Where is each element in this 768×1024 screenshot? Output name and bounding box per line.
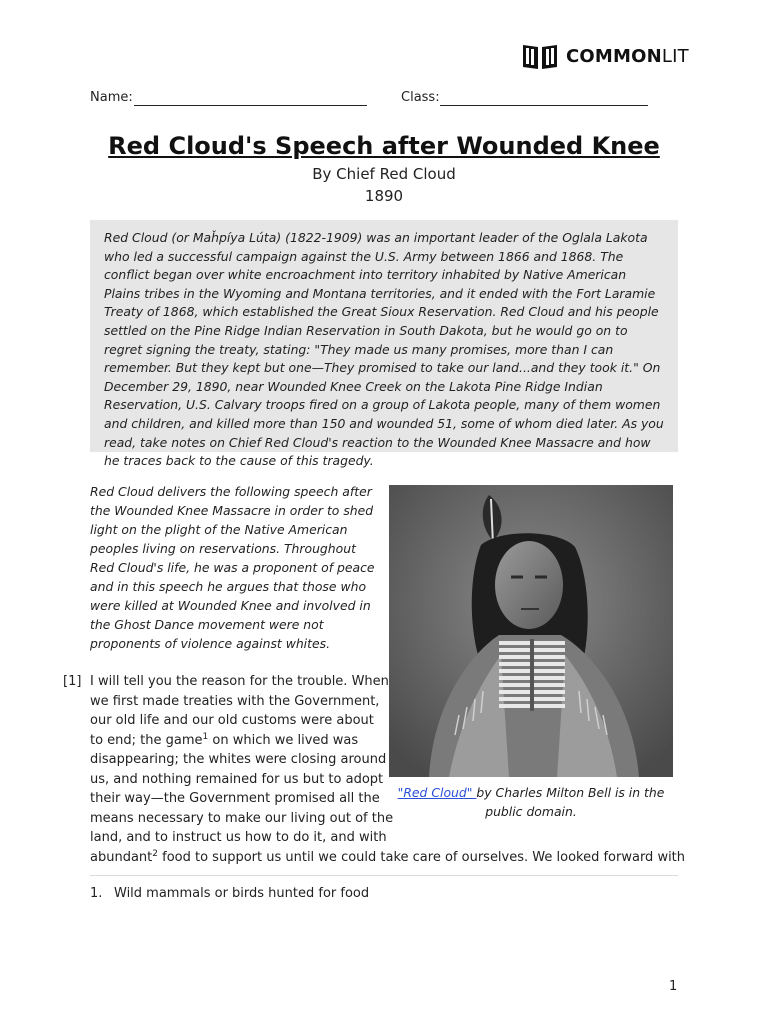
- footnote-marker: 1: [202, 731, 209, 742]
- footnote-marker: 2: [152, 848, 158, 859]
- author-byline: By Chief Red Cloud: [312, 165, 456, 183]
- speech-preface: Red Cloud delivers the following speech after the Wounded Knee Massacre in order to shed light on the plight of the Native American peoples living on reservations. Throughout Red Cloud's life, he was a proponent of peace and in this speech he argues that those who were killed at Wounded Knee and involved in the Ghost Dance movement were not proponents of violence against whites.: [90, 484, 375, 651]
- para-line: abundant$^2$ food to support us until we could take care of ourselves. We looked forward with: [90, 848, 686, 865]
- footnote: [90, 886, 369, 901]
- para-line: their way—the Government promised all the: [90, 791, 380, 806]
- caption-text: by Charles Milton Bell is in the public domain.: [476, 785, 665, 819]
- class-field[interactable]: [440, 105, 648, 106]
- class-label: Class:: [401, 90, 440, 105]
- para-line: to end; the game$^1$ on which we lived was: [90, 731, 359, 748]
- paragraph-number: [1]: [63, 674, 82, 689]
- para-line: we first made treaties with the Government,: [90, 693, 380, 709]
- intro-box: [90, 220, 678, 469]
- page-number: 1: [669, 979, 678, 994]
- speech-paragraph-1: [90, 672, 686, 867]
- name-label: Name:: [90, 90, 133, 105]
- para-line: means necessary to make our living out of the: [90, 810, 394, 826]
- page-title: Red Cloud's Speech after Wounded Knee: [108, 132, 660, 160]
- intro-text: Red Cloud (or Maȟpíya Lúta) (1822-1909) was an important leader of the Oglala Lakota who led a successful campaign against the U.S. Army between 1866 and 1868. The conflict began over white encroachment into territory inhabited by Native American Plains tribes in the Wyoming and Montana territories, and it ended with the Fort Laramie Treaty of 1868, which established the Great Sioux Reservation. Red Cloud and his people settled on the Pine Ridge Indian Reservation in South Dakota, but he would go on to regret signing the treaty, stating: "They made us many promises, more than I can remember. But they kept but one—They promised to take our land...and they took it." On December 29, 1890, near Wounded Knee Creek on the Lakota Pine Ridge Indian Reservation, U.S. Calvary troops fired on a group of Lakota people, many of them women and children, and killed more than 150 and wounded 51, some of whom died later. As you read, take notes on Chief Red Cloud's reaction to the Wounded Knee Massacre and how he traces back to the cause of this tragedy.: [104, 230, 664, 469]
- image-source-link[interactable]: "Red Cloud": [397, 785, 477, 800]
- para-line: I will tell you the reason for the trouble. When: [90, 674, 389, 689]
- commonlit-logo: [522, 40, 689, 72]
- brand-name: COMMONLIT: [566, 45, 689, 67]
- para-line: our old life and our old customs were about: [90, 713, 374, 728]
- para-line: disappearing; the whites were closing around: [90, 752, 387, 767]
- footnote-number: 1.: [90, 886, 103, 901]
- footnote-divider: [90, 875, 678, 876]
- open-book-icon: [522, 41, 558, 71]
- publication-year: 1890: [364, 187, 404, 205]
- para-line: land, and to instruct us how to do it, and with: [90, 830, 387, 845]
- para-line: us, and nothing remained for us but to adopt: [90, 771, 384, 787]
- name-field[interactable]: [134, 105, 367, 106]
- footnote-text: Wild mammals or birds hunted for food: [114, 886, 370, 901]
